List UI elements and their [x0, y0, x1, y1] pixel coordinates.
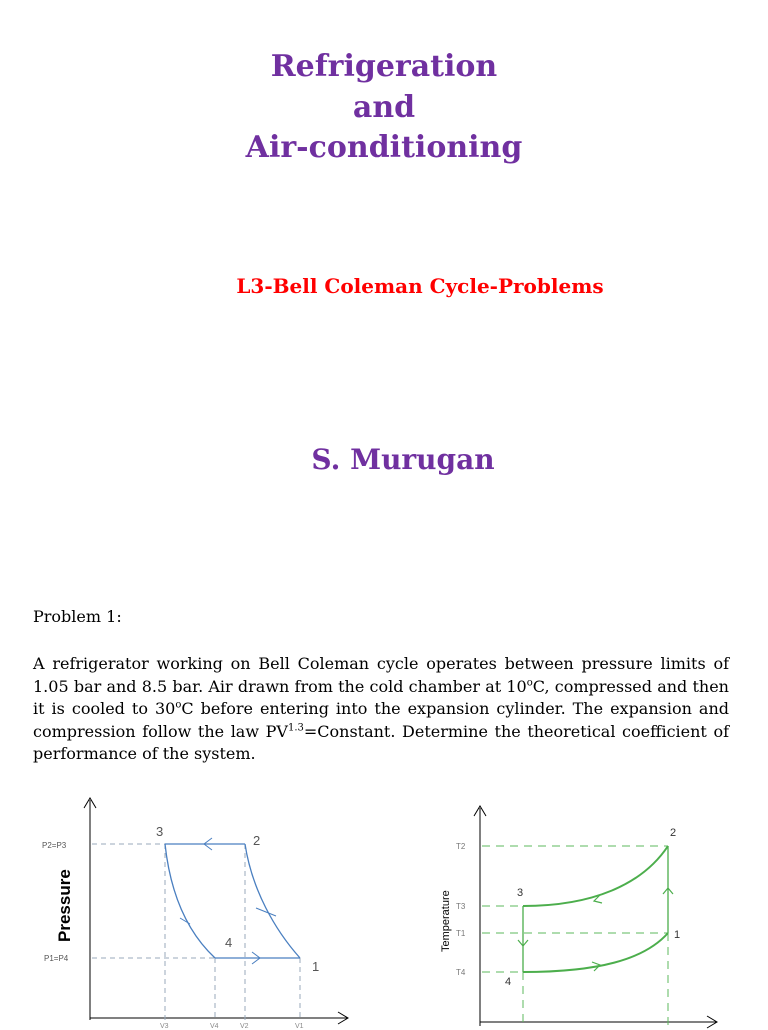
pv-tick-v1: V1: [295, 1023, 304, 1030]
pv-tick-v2: V2: [240, 1023, 249, 1030]
pv-axis-label: Pressure: [55, 869, 74, 942]
pv-point-2: 2: [253, 833, 261, 848]
ts-process-2-3: [523, 846, 668, 906]
ts-process-4-1: [523, 933, 668, 972]
pv-arrow-3-4: [180, 918, 190, 924]
problem-statement: [33, 653, 729, 766]
ts-tick-t4: T4: [456, 968, 466, 977]
ts-tick-t1: T1: [456, 929, 466, 938]
problem-label: Problem 1:: [33, 607, 122, 626]
title-line-2: and: [352, 90, 416, 125]
pv-p-low-label: P1=P4: [44, 954, 69, 963]
pv-diagram: [30, 790, 360, 1030]
title-line-1: Refrigeration: [270, 49, 498, 84]
pv-tick-v3: V3: [160, 1023, 169, 1030]
ts-diagram: [432, 800, 732, 1030]
author-name: S. Murugan: [311, 443, 495, 476]
pv-point-4: 4: [225, 935, 233, 950]
pv-tick-v4: V4: [210, 1023, 219, 1030]
pv-point-1: 1: [312, 959, 320, 974]
ts-tick-t3: T3: [456, 902, 466, 911]
problem-text-b: C, compressed and then it is cooled to 30: [33, 676, 729, 718]
title-line-3: Air-conditioning: [245, 130, 523, 165]
pv-expansion-3-4: [165, 844, 215, 958]
ts-point-2: 2: [670, 827, 677, 839]
pv-p-high-label: P2=P3: [42, 841, 67, 850]
pv-compression-1-2: [245, 844, 300, 958]
ts-tick-t2: T2: [456, 842, 466, 851]
polytropic-exponent: 1.3: [287, 722, 304, 734]
lecture-subtitle: L3-Bell Coleman Cycle-Problems: [236, 274, 604, 298]
pv-point-3: 3: [156, 824, 164, 839]
problem-text-a: A refrigerator working on Bell Coleman cycle operates between pressure limits of 1.05 bar and 8.5 bar. Air drawn from the cold chamber at 10: [33, 654, 729, 696]
ts-point-1: 1: [674, 929, 681, 941]
degree-mark-1: o: [526, 677, 533, 689]
ts-point-3: 3: [517, 887, 524, 899]
problem-text-d: =Constant. Determine the theoretical coefficient of performance of the system.: [33, 721, 730, 763]
ts-point-4: 4: [505, 976, 512, 988]
degree-mark-2: o: [175, 699, 182, 711]
problem-text-c: C before entering into the expansion cylinder. The expansion and compression follow the law PV: [33, 699, 729, 741]
ts-axis-label: Temperature: [440, 890, 452, 952]
